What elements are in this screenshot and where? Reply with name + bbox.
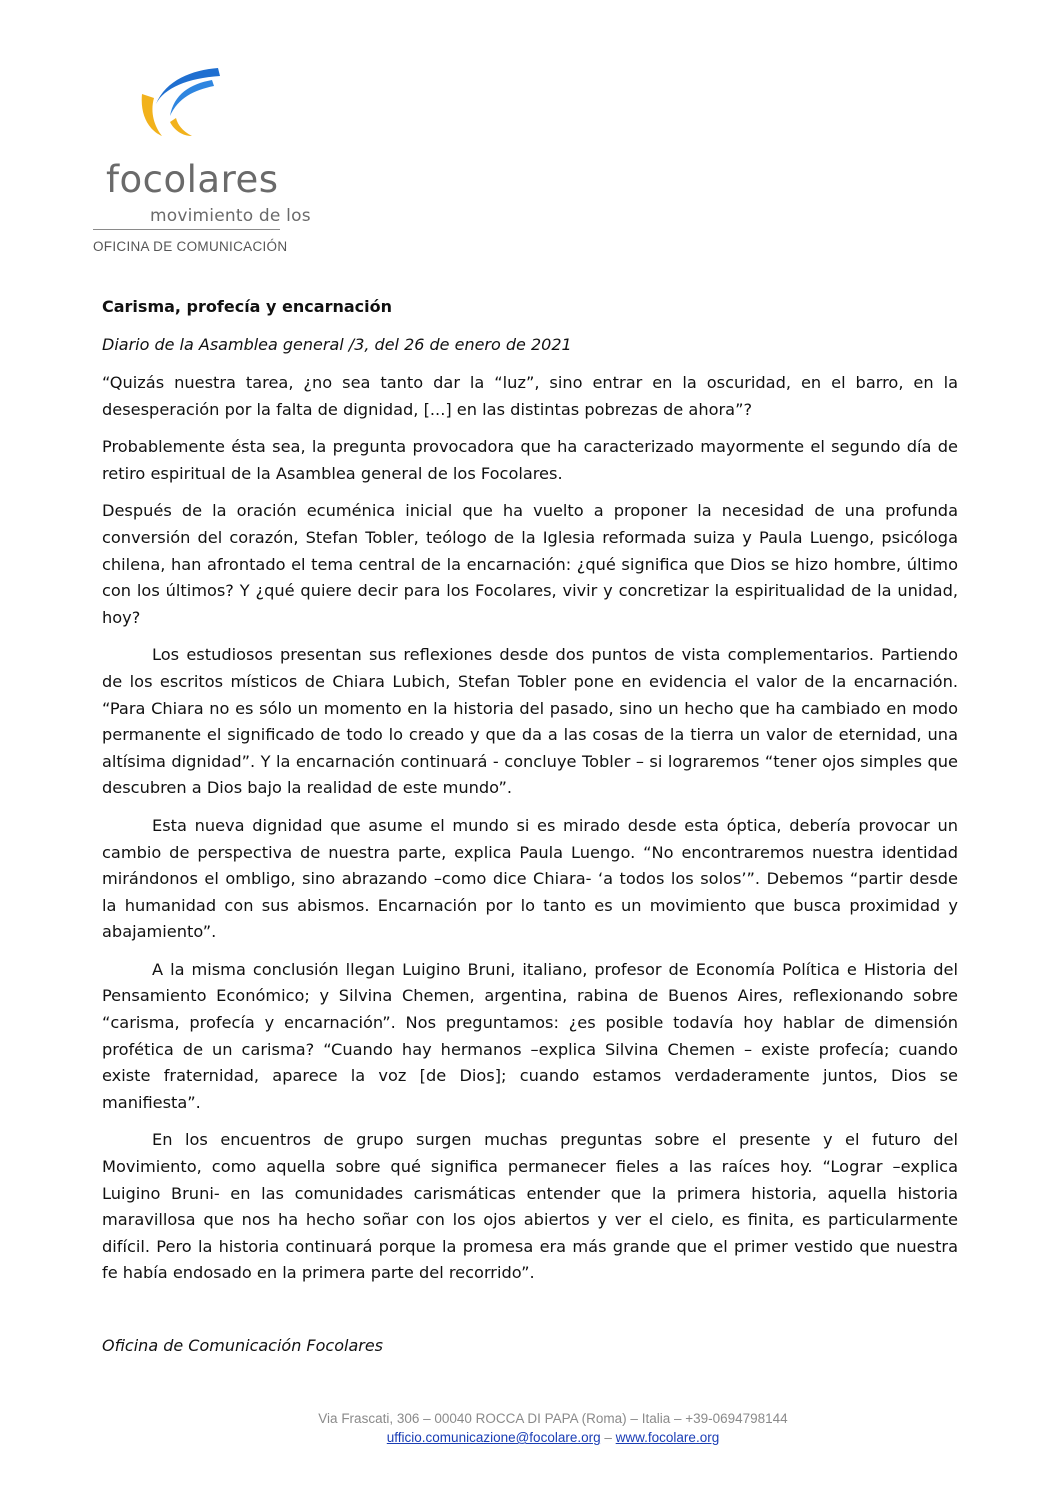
logo-text-small: movimiento de los: [150, 206, 311, 226]
article-title: Carisma, profecía y encarnación: [102, 297, 392, 316]
paragraph: Los estudiosos presentan sus reflexiones desde dos puntos de vista complementarios. Partiendo de los escritos místicos de Chiara Lubich, Stefan Tobler pone en evidencia el valor de la encarnación. “Para Chiara no es sólo un momento en la historia del pasado, sino un hecho que ha cambiado en modo permanente el significado de todo lo creado y que da a las cosas de la tierra un valor de eternidad, una altísima dignidad”. Y la encarnación continuará - concluye Tobler – si lograremos “tener ojos simples que descubren a Dios bajo la realidad de este mundo”.: [102, 645, 958, 798]
paragraph: Esta nueva dignidad que asume el mundo si es mirado desde esta óptica, debería provocar un cambio de perspectiva de nuestra parte, explica Paula Luengo. “No encontraremos nuestra identidad mirándonos el ombligo, sino abrazando –como dice Chiara- ‘a todos los solos’”. Debemos “partir desde la humanidad con sus abismos. Encarnación por lo tanto es un movimiento que busca proximidad y abajamiento”.: [102, 815, 958, 942]
paragraph: Después de la oración ecuménica inicial que ha vuelto a proponer la necesidad de una profunda conversión del corazón, Stefan Tobler, teólogo de la Iglesia reformada suiza y Paula Luengo, psicóloga chilena, han afrontado el tema central de la encarnación: ¿qué significa que Dios se hizo hombre, último con los últimos? Y ¿qué quiere decir para los Focolares, vivir y concretizar la espiritualidad de la unidad, hoy?: [102, 501, 958, 627]
footer-separator: –: [604, 1430, 612, 1445]
paragraph: “Quizás nuestra tarea, ¿no sea tanto dar la “luz”, sino entrar en la oscuridad, en el barro, en la desesperación por la falta de dignidad, [...] en las distintas pobrezas de ahora”?: [102, 373, 958, 419]
signature: Oficina de Comunicación Focolares: [102, 1336, 384, 1355]
focolares-logo-mark: [140, 64, 230, 144]
office-label: OFICINA DE COMUNICACIÓN: [93, 239, 288, 254]
email-link[interactable]: ufficio.comunicazione@focolare.org: [386, 1430, 601, 1445]
footer-address: Via Frascati, 306 – 00040 ROCCA DI PAPA (Roma) – Italia – +39-0694798144: [318, 1411, 788, 1426]
website-link[interactable]: www.focolare.org: [615, 1430, 720, 1445]
article-subtitle: Diario de la Asamblea general /3, del 26 de enero de 2021: [102, 335, 572, 354]
paragraph: En los encuentros de grupo surgen muchas preguntas sobre el presente y el futuro del Movimiento, como aquella sobre qué significa permanecer fieles a las raíces hoy. “Lograr –explica Luigino Bruni- en las comunidades carismáticas entender que la primera historia, aquella historia maravillosa que nos ha hecho soñar con los ojos abiertos y ver el cielo, es finita, es particularmente difícil. Pero la historia continuará porque la promesa era más grande que el primer vestido que nuestra fe había endosado en la primera parte del recorrido”.: [102, 1130, 958, 1283]
article-body: [102, 295, 958, 1298]
paragraph: Probablemente ésta sea, la pregunta provocadora que ha caracterizado mayormente el segundo día de retiro espiritual de la Asamblea general de los Focolares.: [102, 437, 958, 483]
logo-text-large: focolares: [106, 158, 279, 201]
paragraph: A la misma conclusión llegan Luigino Bruni, italiano, profesor de Economía Política e Historia del Pensamiento Económico; y Silvina Chemen, argentina, rabina de Buenos Aires, reflexionando sobre “carisma, profecía y encarnación”. Nos preguntamos: ¿es posible todavía hoy hablar de dimensión profética de un carisma? “Cuando hay hermanos –explica Silvina Chemen – existe profecía; cuando existe fraternidad, aparece la voz [de Dios]; cuando estamos verdaderamente juntos, Dios se manifiesta”.: [102, 959, 958, 1112]
header-divider: [93, 229, 280, 230]
footer-links: [0, 1430, 1058, 1445]
